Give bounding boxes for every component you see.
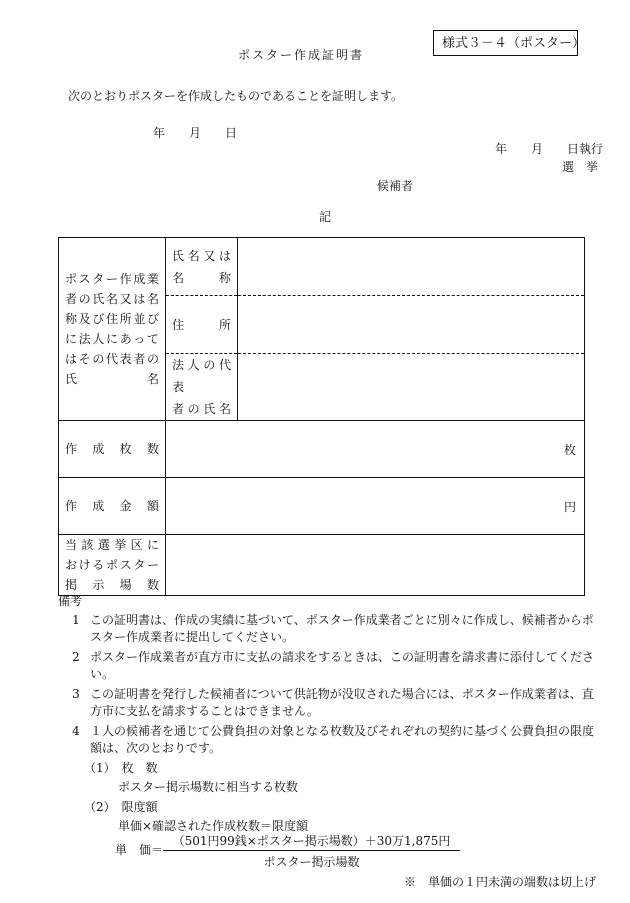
name-value-cell[interactable] bbox=[238, 238, 585, 296]
election-name: 選 挙 bbox=[562, 160, 599, 174]
count-value-cell[interactable] bbox=[166, 421, 585, 478]
formula-denominator: ポスター掲示場数 bbox=[263, 855, 360, 869]
rep-label-cell bbox=[166, 354, 238, 421]
address-value-cell[interactable] bbox=[238, 296, 585, 354]
spots-label-cell bbox=[59, 535, 166, 596]
spots-label-line1: 当該選挙区に bbox=[65, 538, 159, 552]
sub-item-1-label: （1） 枚 数 bbox=[84, 761, 158, 775]
name-label-cell bbox=[166, 238, 238, 296]
amount-unit: 円 bbox=[563, 499, 576, 514]
note-text: この証明書を発行した候補者について供託物が没収された場合には、ポスター作成業者は、直方市に支払を請求することはできません。 bbox=[90, 687, 594, 718]
certificate-table bbox=[58, 237, 585, 596]
rep-label-line2: 者の氏名 bbox=[172, 402, 231, 416]
address-label-cell bbox=[166, 296, 238, 354]
amount-value-cell[interactable] bbox=[166, 478, 585, 535]
note-text: ポスター作成業者が直方市に支払の請求をするときは、この証明書を請求書に添付してください。 bbox=[90, 650, 595, 681]
name-label-line2: 名称 bbox=[172, 270, 231, 285]
note-item bbox=[58, 686, 603, 720]
footnote: ※ 単価の１円未満の端数は切上げ bbox=[404, 875, 597, 889]
sub-item-1-text: ポスター掲示場数に相当する枚数 bbox=[118, 780, 299, 794]
spots-label-line3: 掲示場数 bbox=[65, 578, 159, 592]
amount-label-cell bbox=[59, 478, 166, 535]
amount-label: 作成金額 bbox=[65, 499, 159, 513]
note-number: 1 bbox=[72, 613, 80, 627]
ki-heading: 記 bbox=[319, 210, 332, 224]
notes-heading: 備考 bbox=[58, 594, 83, 608]
note-number: 2 bbox=[72, 650, 80, 664]
count-unit: 枚 bbox=[563, 442, 576, 457]
spots-value-cell[interactable] bbox=[166, 535, 585, 596]
issue-date: 年 月 日 bbox=[153, 126, 238, 140]
spots-label-line2: おけるポスター bbox=[65, 558, 159, 572]
formula-numerator: （501円99銭×ポスター掲示場数）＋30万1,875円 bbox=[163, 832, 460, 851]
vendor-label-cell bbox=[59, 238, 166, 421]
sub-item-2-text: 単価×確認された作成枚数＝限度額 bbox=[118, 819, 309, 833]
address-label: 住所 bbox=[172, 317, 231, 332]
note-text: １人の候補者を通じて公費負担の対象となる枚数及びそれぞれの契約に基づく公費負担の限度額は、次のとおりです。 bbox=[90, 724, 595, 755]
formula-lhs: 単 価＝ bbox=[115, 843, 164, 857]
notes-section bbox=[58, 593, 603, 838]
form-number-box: 様式３－４（ポスター） bbox=[433, 30, 578, 56]
vendor-label: ポスター作成業者の氏名又は名称及び住所並びに法人にあってはその代表者の氏名 bbox=[65, 272, 159, 386]
election-date: 年 月 日執行 bbox=[495, 142, 604, 156]
document-title: ポスター作成証明書 bbox=[238, 48, 365, 62]
candidate-label: 候補者 bbox=[377, 179, 414, 193]
note-number: 3 bbox=[72, 687, 80, 701]
formula-fraction bbox=[163, 832, 460, 870]
note-text: この証明書は、作成の実績に基づいて、ポスター作成業者ごとに別々に作成し、候補者からポスター作成業者に提出してください。 bbox=[90, 613, 594, 644]
note-item bbox=[58, 612, 603, 646]
count-label: 作成枚数 bbox=[65, 442, 159, 456]
intro-text: 次のとおりポスターを作成したものであることを証明します。 bbox=[68, 89, 404, 103]
note-item bbox=[58, 723, 603, 757]
note-item bbox=[58, 649, 603, 683]
note-number: 4 bbox=[72, 724, 80, 738]
count-label-cell bbox=[59, 421, 166, 478]
name-label-line1: 氏名又は bbox=[172, 248, 231, 263]
rep-label-line1: 法人の代表 bbox=[172, 358, 231, 394]
rep-value-cell[interactable] bbox=[238, 354, 585, 421]
sub-item-2-label: （2） 限度額 bbox=[84, 800, 158, 814]
